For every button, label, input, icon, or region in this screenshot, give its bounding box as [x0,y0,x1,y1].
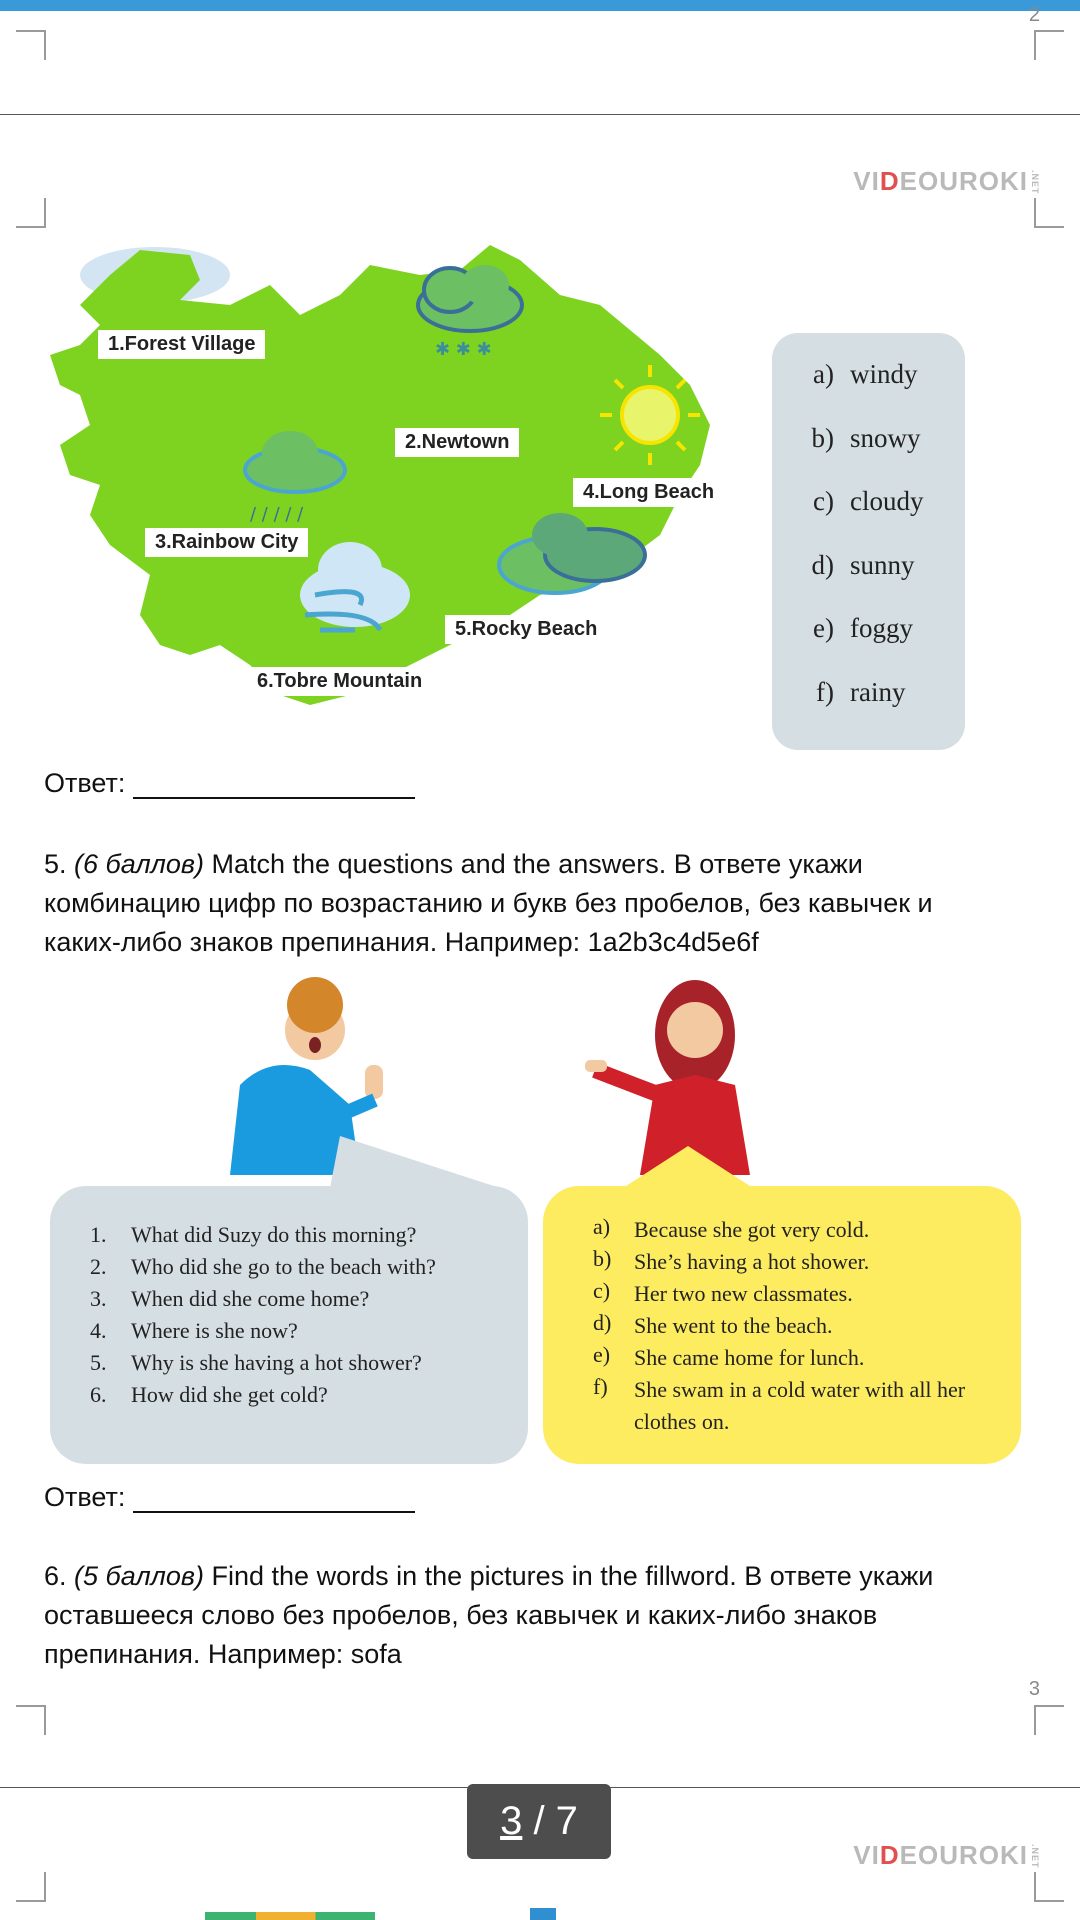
page-corner-mark [16,30,46,60]
page-corner-mark [16,198,46,228]
next-page-preview [530,1908,556,1920]
map-label-long-beach: 4.Long Beach [573,478,724,507]
task6-instructions: 6. (5 баллов) Find the words in the pictures in the fillword. В ответе укажи оставшееся слово без пробелов, без кавычек и каких-либо знаков препинания. Например: sofa [44,1561,934,1669]
videouroki-logo: VIDEOUROKI .NET [853,166,1040,196]
svg-text:✱ ✱ ✱: ✱ ✱ ✱ [435,339,492,360]
speech-bubble-tail [623,1146,753,1188]
svg-text:/ / / / /: / / / / / [250,504,304,525]
task5-instructions: 5. (6 баллов) Match the questions and the answers. В ответе укажи комбинацию цифр по возрастанию и букв без пробелов, без кавычек и каких-либо знаков препинания. Например: 1a2b3c4d5e6f [44,849,933,957]
page-number: 2 [1028,4,1040,26]
page-corner-mark [1034,198,1064,228]
top-accent-bar [0,0,1080,11]
page-indicator[interactable]: 3 / 7 [467,1784,611,1859]
map-land [50,245,710,705]
map-label-newtown: 2.Newtown [395,428,519,457]
answer-line-task4: Ответ: [44,768,415,799]
page-corner-mark [1034,1705,1064,1735]
map-label-rocky-beach: 5.Rocky Beach [445,615,607,644]
answers-bubble: a) Because she got very cold. b) She’s having a hot shower. c) Her two new classmates. d) She went to the beach. e) She came home for lunch. f) She swam in a cold water with all her clothes on. [543,1186,1021,1464]
map-label-forest-village: 1.Forest Village [98,330,265,359]
page-corner-mark [1034,1872,1064,1902]
map-label-tobre-mountain: 6.Tobre Mountain [247,667,432,696]
page-separator [0,114,1080,115]
page-corner-mark [16,1872,46,1902]
videouroki-logo: VIDEOUROKI .NET [853,1840,1040,1870]
weather-map [40,235,760,735]
speech-bubble-tail [330,1136,500,1188]
questions-bubble: 1. What did Suzy do this morning? 2. Who did she go to the beach with? 3. When did she come home? 4. Where is she now? 5. Why is she having a hot shower? 6. How did she get cold? [50,1186,528,1464]
next-page-preview [205,1912,375,1920]
map-label-rainbow-city: 3.Rainbow City [145,528,308,557]
answer-line-task5: Ответ: [44,1482,415,1513]
page-corner-mark [1034,30,1064,60]
weather-options-legend: a) windy b) snowy c) cloudy d) sunny e) foggy f) rainy [772,333,965,750]
page-corner-mark [16,1705,46,1735]
page-number: 3 [1028,1678,1040,1700]
